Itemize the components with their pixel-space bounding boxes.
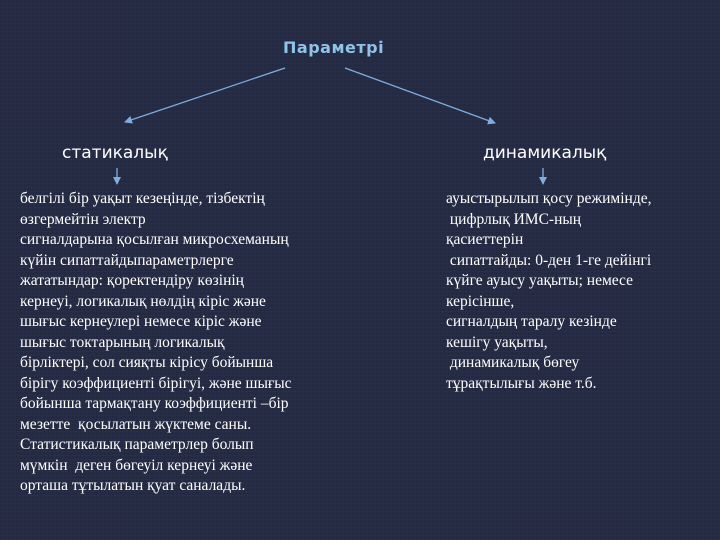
- text-line: мезетте қосылатын жүктеме саны.: [20, 415, 252, 433]
- text-line: бойынша тармақтану коэффициенті –бір: [20, 395, 289, 412]
- arrow-title-to-static: [125, 68, 285, 122]
- dynamic-description: [446, 189, 651, 394]
- text-line: күйін сипаттайдыпараметрлерге: [20, 251, 234, 269]
- title-label: Параметрі: [283, 38, 385, 57]
- text-line: сипаттайды: 0-ден 1-ге дейінгі: [446, 251, 652, 269]
- branch-dynamic-label: динамикалық: [483, 143, 607, 163]
- text-line: ауыстырылып қосу режимінде,: [446, 190, 652, 207]
- text-line: кернеуі, логикалық нөлдің кіріс және: [20, 292, 266, 310]
- text-line: кешігу уақыты,: [446, 333, 548, 351]
- text-line: жататындар: қоректендіру көзінің: [20, 272, 244, 289]
- text-line: қасиеттерін: [446, 231, 524, 248]
- text-line: цифрлық ИМС-ның: [446, 210, 582, 228]
- text-line: орташа тұтылатын қуат саналады.: [20, 477, 246, 494]
- text-line: шығыс токтарының логикалық: [20, 333, 225, 351]
- text-line: керісінше,: [446, 292, 515, 310]
- text-line: бірліктері, сол сияқты кірісу бойынша: [20, 354, 274, 371]
- static-description: [20, 189, 292, 497]
- text-line: шығыс кернеулері немесе кіріс және: [20, 313, 262, 330]
- text-line: сигналдың таралу кезінде: [446, 313, 617, 330]
- text-line: өзгермейтін электр: [20, 210, 146, 228]
- text-line: белгілі бір уақыт кезеңінде, тізбектің: [20, 190, 265, 207]
- text-line: сигналдарына қосылған микросхеманың: [20, 231, 289, 248]
- text-line: мүмкін деген бөгеуіл кернеуі және: [20, 456, 253, 474]
- arrow-title-to-dynamic: [345, 68, 495, 123]
- text-line: Статистикалық параметрлер болып: [20, 436, 254, 453]
- text-line: динамикалық бөгеу: [446, 354, 580, 371]
- text-line: бірігу коэффициенті бірігуі, және шығыс: [20, 374, 292, 392]
- branch-static-label: статикалық: [62, 143, 168, 163]
- text-line: тұрақтылығы және т.б.: [446, 374, 597, 392]
- text-line: күйге ауысу уақыты; немесе: [446, 272, 633, 289]
